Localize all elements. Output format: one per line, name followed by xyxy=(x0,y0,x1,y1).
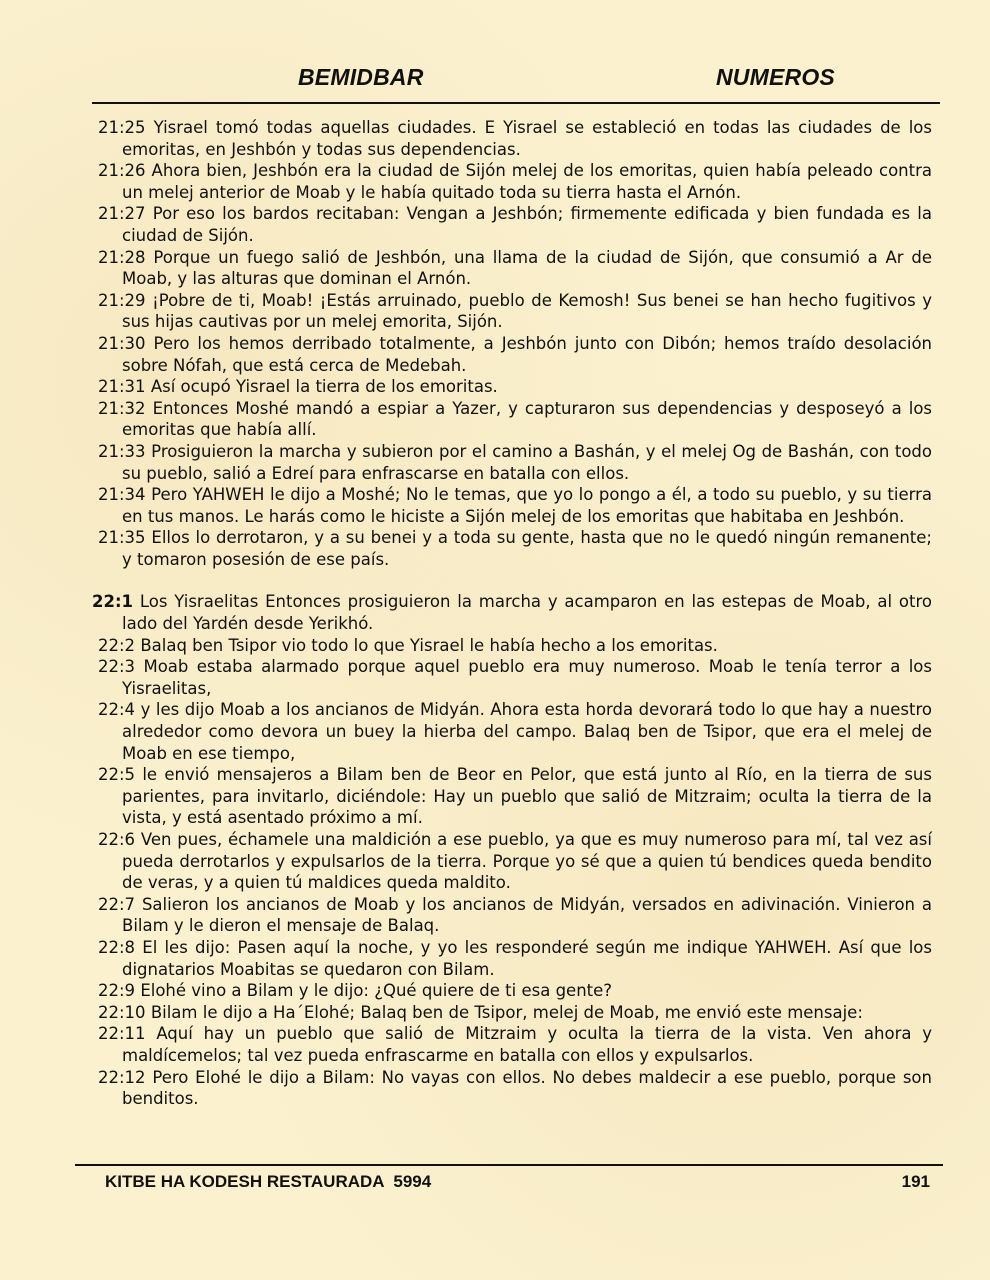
verse xyxy=(98,764,932,829)
verse xyxy=(98,894,932,937)
verse xyxy=(98,1023,932,1066)
verse-number: 21:28 xyxy=(98,247,146,267)
verse-number: 21:34 xyxy=(98,485,146,505)
verse xyxy=(98,203,932,246)
verse xyxy=(98,333,932,376)
verse-number: 22:12 xyxy=(98,1067,146,1087)
verse-number: 22:7 xyxy=(98,894,136,914)
verse xyxy=(98,290,932,333)
verse-text: Bilam le dijo a Ha´Elohé; Balaq ben de Tsipor, melej de Moab, me envió este mensaje: xyxy=(150,1002,863,1022)
page-number: 191 xyxy=(901,1172,930,1191)
verse-text: Moab estaba alarmado porque aquel pueblo era muy numeroso. Moab le tenía terror a los Yisraelitas, xyxy=(122,657,932,698)
verse-number: 21:31 xyxy=(98,377,146,397)
verse-text: Pero los hemos derribado totalmente, a Jeshbón junto con Dibón; hemos traído desolación sobre Nófah, que está cerca de Medebah. xyxy=(122,333,932,375)
verse xyxy=(98,117,932,160)
verse-text: Por eso los bardos recitaban: Vengan a Jeshbón; firmemente edificada y bien fundada es la ciudad de Sijón. xyxy=(122,204,932,245)
verse-text: Yisrael tomó todas aquellas ciudades. E Yisrael se estableció en todas las ciudades de los emoritas, en Jeshbón y todas sus dependencias. xyxy=(122,118,932,159)
verse-text: y les dijo Moab a los ancianos de Midyán. Ahora esta horda devorará todo lo que hay a nuestro alrededor como devora un buey la hierba del campo. Balaq ben de Tsipor, que era el melej de Moab en ese tiempo, xyxy=(122,700,933,763)
verse-text: Prosiguieron la marcha y subieron por el camino a Bashán, y el melej Og de Bashán, con todo su pueblo, salió a Edreí para enfrascarse en batalla con ellos. xyxy=(122,441,933,483)
scripture-text xyxy=(92,117,933,1110)
verse-number: 22:11 xyxy=(98,1024,146,1044)
verse xyxy=(98,484,932,527)
verse-text: Entonces Moshé mandó a espiar a Yazer, y capturaron sus dependencias y desposeyó a los emoritas que había allí. xyxy=(122,398,933,440)
verse-number: 22:4 xyxy=(98,700,136,720)
verse-text: Ellos lo derrotaron, y a su benei y a toda su gente, hasta que no le quedó ningún remanente; y tomaron posesión de ese país. xyxy=(122,528,932,569)
verse xyxy=(98,376,932,398)
verse xyxy=(98,699,932,764)
verse xyxy=(98,635,932,657)
chapter-verse-number: 22:1 xyxy=(92,592,134,612)
verse-number: 21:35 xyxy=(98,528,146,548)
verse xyxy=(98,247,932,290)
verse-text: Elohé vino a Bilam y le dijo: ¿Qué quiere de ti esa gente? xyxy=(140,981,613,1001)
verse-number: 22:2 xyxy=(98,635,136,655)
publication-title: KITBE HA KODESH RESTAURADA 5994 xyxy=(105,1172,432,1191)
page-header xyxy=(92,60,940,104)
verse-text: Salieron los ancianos de Moab y los ancianos de Midyán, versados en adivinación. Vinieron a Bilam y le dieron el mensaje de Balaq. xyxy=(122,894,933,936)
verse-text: Balaq ben Tsipor vio todo lo que Yisrael le había hecho a los emoritas. xyxy=(140,635,718,655)
verse-text: le envió mensajeros a Bilam ben de Beor en Pelor, que está junto al Río, en la tierra de sus parientes, para invitarlo, diciéndole: Hay un pueblo que salió de Mitzraim; oculta la tierra de la vista, y está asentado próximo a mí. xyxy=(122,765,932,828)
verse-text: Ven pues, échamele una maldición a ese pueblo, ya que es muy numeroso para mí, tal vez así pueda derrotarlos y expulsarlos de la tierra. Porque yo sé que a quien tú bendices queda bendito de veras, y a quien tú maldices queda maldito. xyxy=(122,830,932,893)
verse-text: ¡Pobre de ti, Moab! ¡Estás arruinado, pueblo de Kemosh! Sus benei se han hecho fugitivos y sus hijas cautivas por un melej emorita, Sijón. xyxy=(122,290,932,332)
verse-text: El les dijo: Pasen aquí la noche, y yo les responderé según me indique YAHWEH. Así que los dignatarios Moabitas se quedaron con Bilam. xyxy=(122,937,932,979)
verse xyxy=(98,1002,932,1024)
verse-number: 22:9 xyxy=(98,981,136,1001)
verse xyxy=(98,937,932,980)
verse xyxy=(98,1067,932,1110)
verse-text: Así ocupó Yisrael la tierra de los emoritas. xyxy=(150,377,498,397)
verse-number: 22:6 xyxy=(98,830,136,849)
chapter-first-verse xyxy=(92,591,932,634)
verse xyxy=(98,829,932,894)
verse-number: 21:32 xyxy=(98,398,146,418)
verse-number: 22:5 xyxy=(98,765,136,785)
verse-number: 22:10 xyxy=(98,1002,146,1022)
verse xyxy=(98,656,932,699)
verse-text: Aquí hay un pueblo que salió de Mitzraim y oculta la tierra de la vista. Ven ahora y maldícemelos; tal vez pueda enfrascarme en batalla con ellos y expulsarlos. xyxy=(122,1024,932,1065)
verse xyxy=(98,980,932,1002)
verse-number: 21:30 xyxy=(98,333,146,353)
book-title-spanish: NUMEROS xyxy=(716,64,835,90)
verse-number: 22:8 xyxy=(98,937,136,957)
verse-text: Los Yisraelitas Entonces prosiguieron la marcha y acamparon en las estepas de Moab, al otro lado del Yardén desde Yerikhó. xyxy=(122,592,932,634)
verse-number: 22:3 xyxy=(98,657,136,677)
verse-text: Pero Elohé le dijo a Bilam: No vayas con ellos. No debes maldecir a ese pueblo, porque son benditos. xyxy=(122,1067,932,1109)
verse-number: 21:27 xyxy=(98,204,146,224)
verse xyxy=(98,398,932,441)
verse xyxy=(98,527,932,570)
page-footer xyxy=(75,1164,943,1196)
verse-text: Porque un fuego salió de Jeshbón, una llama de la ciudad de Sijón, que consumió a Ar de Moab, y las alturas que dominan el Arnón. xyxy=(122,247,932,289)
verse xyxy=(98,160,932,203)
verse-number: 21:25 xyxy=(98,118,146,137)
verse-number: 21:29 xyxy=(98,290,146,310)
verse-text: Ahora bien, Jeshbón era la ciudad de Sijón melej de los emoritas, quien había peleado contra un melej anterior de Moab y le había quitado toda su tierra hasta el Arnón. xyxy=(122,161,932,202)
verse-number: 21:33 xyxy=(98,441,146,461)
verse-number: 21:26 xyxy=(98,161,146,181)
verse-text: Pero YAHWEH le dijo a Moshé; No le temas, que yo lo pongo a él, a todo su pueblo, y su tierra en tus manos. Le harás como le hiciste a Sijón melej de los emoritas que habitaba en Jeshbón. xyxy=(122,485,933,526)
book-title-hebrew: BEMIDBAR xyxy=(298,64,424,90)
verse xyxy=(98,441,932,484)
